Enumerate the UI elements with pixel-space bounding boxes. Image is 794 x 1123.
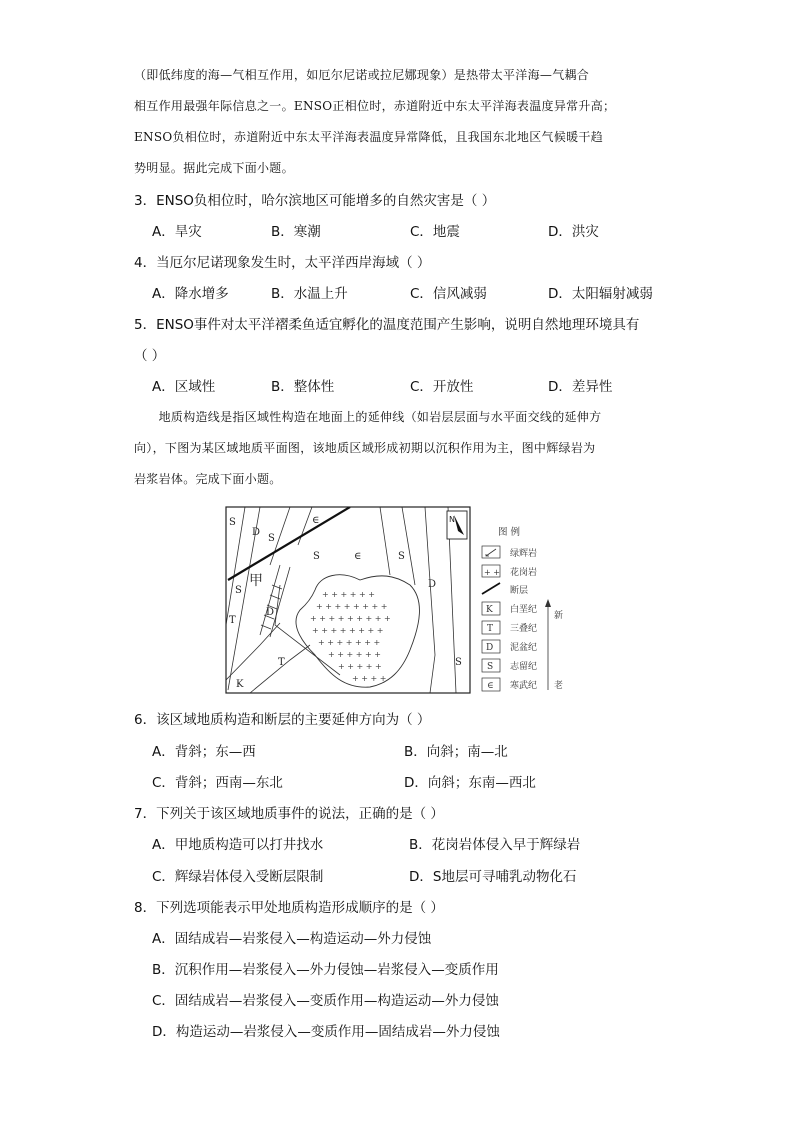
legend-devonian: 泥盆纪 xyxy=(510,643,538,653)
intro-line: ENSO负相位时，赤道附近中东太平洋海表温度异常降低，且我国东北地区气候暖干趋 xyxy=(134,130,604,144)
question-5-stem-cont: （ ） xyxy=(134,348,166,364)
map-legend xyxy=(482,526,563,691)
question-4-option-a[interactable]: A．降水增多 xyxy=(152,286,229,302)
stratum-boundary xyxy=(250,645,310,693)
question-7-option-c[interactable]: C．辉绿岩体侵入受断层限制 xyxy=(152,869,324,885)
stratum-label: ∈ xyxy=(312,515,320,526)
north-label: N xyxy=(449,515,455,524)
question-7-option-b[interactable]: B．花岗岩体侵入早于辉绿岩 xyxy=(409,837,581,853)
question-6-stem: 6．该区域地质构造和断层的主要延伸方向为（ ） xyxy=(134,712,431,728)
svg-text:+ + + + + + +: + + + + + + + xyxy=(318,638,381,647)
question-3-option-c[interactable]: C．地震 xyxy=(410,224,460,240)
stratum-label: T xyxy=(229,615,236,626)
legend-silurian: 志留纪 xyxy=(510,662,538,672)
question-8-option-b[interactable]: B．沉积作用—岩浆侵入—外力侵蚀—岩浆侵入—变质作用 xyxy=(152,962,499,978)
stratum-boundary xyxy=(402,507,415,585)
intro-paragraph-1 xyxy=(134,60,664,184)
question-6-option-c[interactable]: C．背斜；西南—东北 xyxy=(152,775,283,791)
stratum-label: S xyxy=(455,657,462,668)
stratum-label: K xyxy=(236,679,244,690)
svg-text:+ + + + + + + +: + + + + + + + + xyxy=(316,602,388,611)
question-7-stem: 7．下列关于该区域地质事件的说法，正确的是（ ） xyxy=(134,806,444,822)
legend-triassic: 三叠纪 xyxy=(510,624,538,634)
stratum-label: T xyxy=(278,657,285,668)
legend-title: 图 例 xyxy=(498,527,521,538)
legend-granite: 花岗岩 xyxy=(510,568,538,578)
question-6-option-a[interactable]: A．背斜；东—西 xyxy=(152,744,256,760)
stratum-label: D xyxy=(428,579,437,590)
legend-symbol-k: K xyxy=(486,605,493,615)
age-new-label: 新 xyxy=(554,611,564,621)
question-6-option-d[interactable]: D．向斜；东南—西北 xyxy=(404,775,536,791)
question-5-stem: 5．ENSO事件对太平洋褶柔鱼适宜孵化的温度范围产生影响，说明自然地理环境具有 xyxy=(134,317,640,333)
stratum-boundary xyxy=(380,507,390,575)
stratum-label: ∈ xyxy=(354,551,362,562)
legend-cambrian: 寒武纪 xyxy=(510,681,538,691)
question-4-option-c[interactable]: C．信风减弱 xyxy=(410,286,487,302)
north-arrow xyxy=(447,511,467,539)
stratum-label: S xyxy=(229,517,236,528)
svg-text:+ + + + + +: + + + + + + xyxy=(322,590,375,599)
legend-fault: 断层 xyxy=(510,586,529,596)
intro-line: 岩浆岩体。完成下面小题。 xyxy=(134,472,282,486)
question-5-option-d[interactable]: D．差异性 xyxy=(548,379,613,395)
question-5-option-b[interactable]: B．整体性 xyxy=(271,379,335,395)
stratum-boundary xyxy=(425,507,435,693)
question-8-stem: 8．下列选项能表示甲处地质构造形成顺序的是（ ） xyxy=(134,900,444,916)
stratum-label: S xyxy=(313,551,320,562)
question-5-option-c[interactable]: C．开放性 xyxy=(410,379,474,395)
question-3-option-a[interactable]: A．旱灾 xyxy=(152,224,202,240)
question-3-option-d[interactable]: D．洪灾 xyxy=(548,224,599,240)
legend-symbol-s: S xyxy=(487,662,494,672)
question-8-option-c[interactable]: C．固结成岩—岩浆侵入—变质作用—构造运动—外力侵蚀 xyxy=(152,993,499,1009)
stratum-label: D xyxy=(266,607,275,618)
legend-symbol-cambrian: ∈ xyxy=(487,681,494,691)
intro-line: 势明显。据此完成下面小题。 xyxy=(134,161,294,175)
stratum-label: D xyxy=(252,527,261,538)
intro-paragraph-2 xyxy=(134,402,664,495)
intro-line: 相互作用最强年际信息之一。ENSO正相位时，赤道附近中东太平洋海表温度异常升高； xyxy=(134,99,616,113)
legend-symbol-d: D xyxy=(486,643,494,653)
question-7-option-a[interactable]: A．甲地质构造可以打井找水 xyxy=(152,837,324,853)
svg-text:+ + + + + + + +: + + + + + + + + xyxy=(312,626,384,635)
intro-line: （即低纬度的海—气相互作用，如厄尔尼诺或拉尼娜现象）是热带太平洋海—气耦合 xyxy=(134,68,590,82)
intro-line: 地质构造线是指区域性构造在地面上的延伸线（如岩层层面与水平面交线的延伸方 xyxy=(134,410,602,424)
question-3-option-b[interactable]: B．寒潮 xyxy=(271,224,321,240)
granite-crosses xyxy=(310,590,391,683)
svg-text:+ + + + +: + + + + + xyxy=(338,662,382,671)
question-3-stem: 3．ENSO负相位时，哈尔滨地区可能增多的自然灾害是（ ） xyxy=(134,193,496,209)
question-4-option-b[interactable]: B．水温上升 xyxy=(271,286,348,302)
svg-text:+ + + +: + + + + xyxy=(352,674,387,683)
stratum-label: S xyxy=(398,551,405,562)
question-4-stem: 4．当厄尔尼诺现象发生时，太平洋西岸海域（ ） xyxy=(134,255,431,271)
question-5-option-a[interactable]: A．区域性 xyxy=(152,379,216,395)
svg-text:+ +: + + xyxy=(484,568,500,577)
question-6-option-b[interactable]: B．向斜；南—北 xyxy=(404,744,508,760)
jia-label: 甲 xyxy=(249,573,263,589)
stratum-boundary xyxy=(298,507,312,545)
legend-cretaceous: 白垩纪 xyxy=(510,605,538,615)
age-old-label: 老 xyxy=(554,681,564,691)
question-4-option-d[interactable]: D．太阳辐射减弱 xyxy=(548,286,653,302)
svg-text:+ + + + + + + + +: + + + + + + + + + xyxy=(310,614,391,623)
legend-diabase: 绿辉岩 xyxy=(510,549,538,559)
question-8-option-d[interactable]: D．构造运动—岩浆侵入—变质作用—固结成岩—外力侵蚀 xyxy=(152,1024,500,1040)
intro-line: 向），下图为某区域地质平面图，该地质区域形成初期以沉积作用为主，图中辉绿岩为 xyxy=(134,441,596,455)
stratum-label: S xyxy=(268,533,275,544)
question-8-option-a[interactable]: A．固结成岩—岩浆侵入—构造运动—外力侵蚀 xyxy=(152,931,432,947)
legend-symbol-t: T xyxy=(487,624,494,634)
question-7-option-d[interactable]: D．S地层可寻哺乳动物化石 xyxy=(409,869,577,885)
stratum-label: S xyxy=(235,585,242,596)
geologic-map xyxy=(220,505,580,700)
svg-text:+ + + + + +: + + + + + + xyxy=(328,650,381,659)
